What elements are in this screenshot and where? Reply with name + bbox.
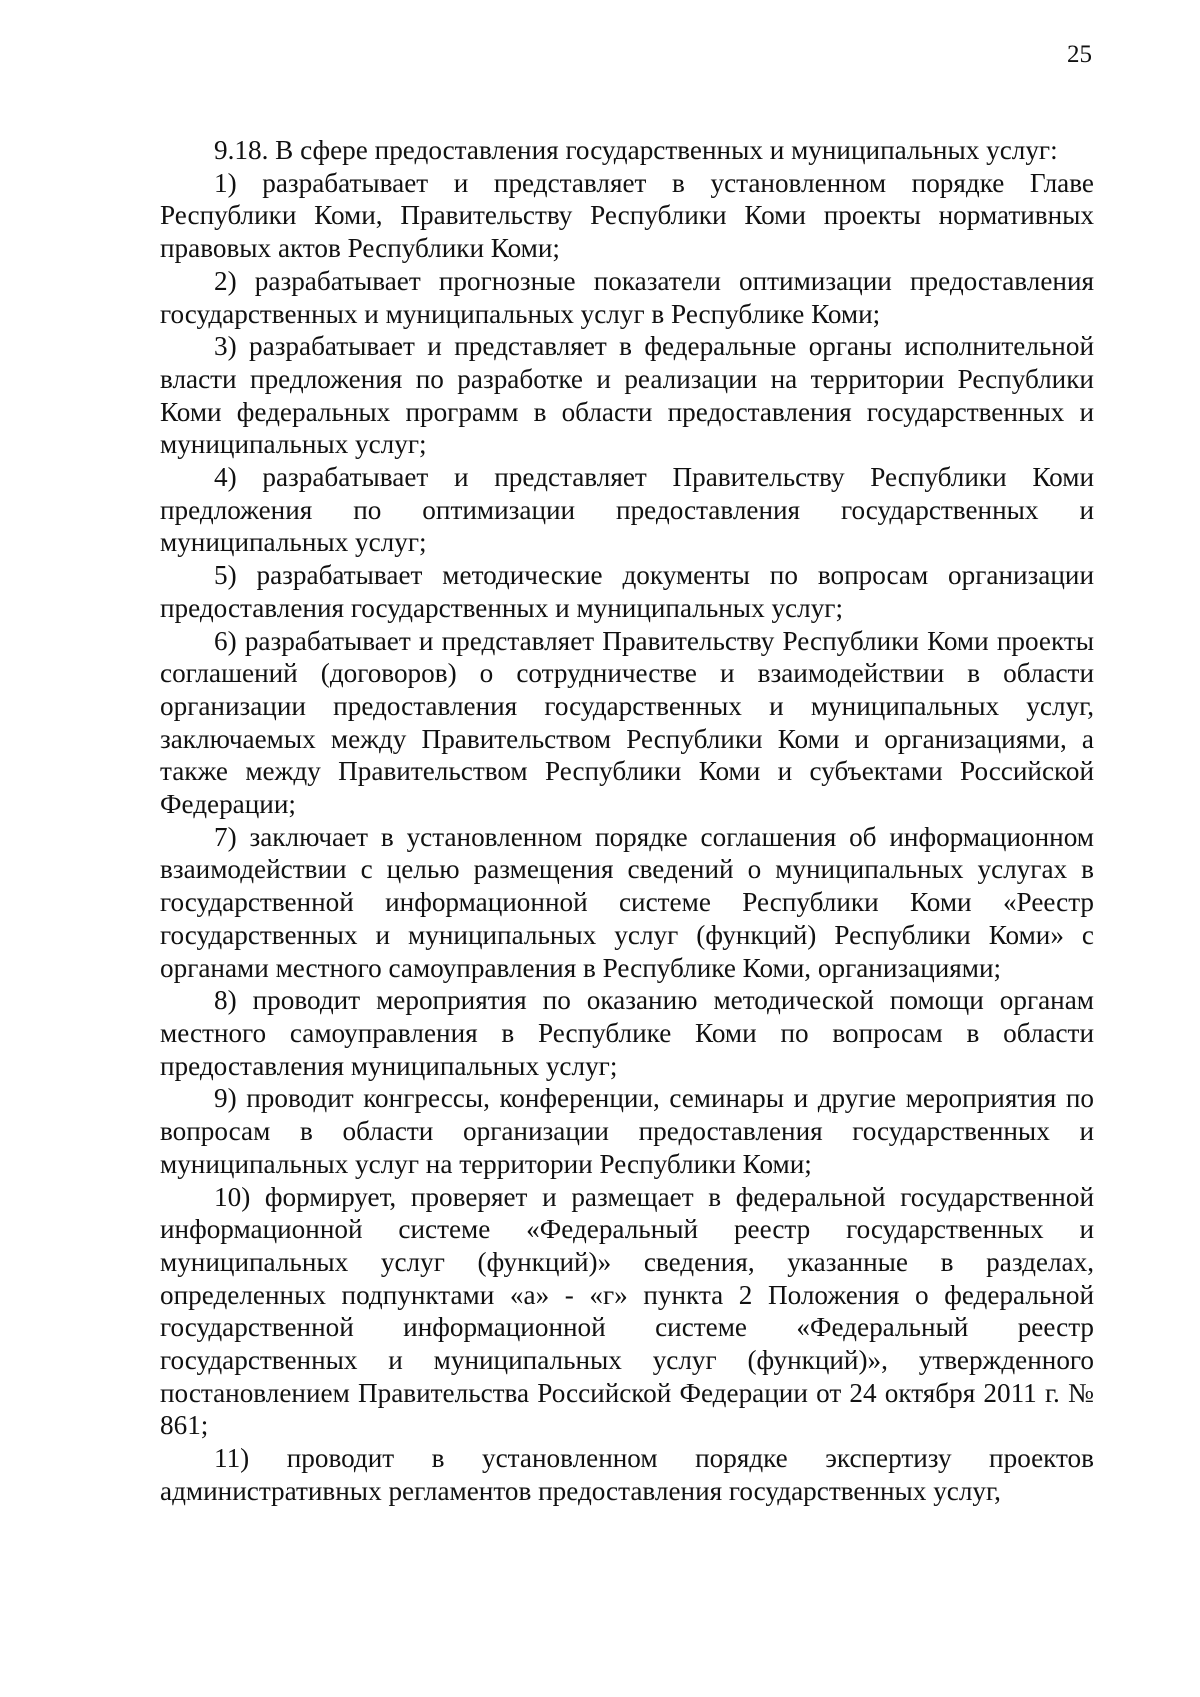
section-9-18-heading: 9.18. В сфере предоставления государственных и муниципальных услуг: <box>214 135 1058 165</box>
list-item-5: 5) разрабатывает методические документы по вопросам организации предоставления государственных и муниципальных услуг; <box>160 560 1094 623</box>
document-body <box>160 134 1094 1508</box>
list-item-9: 9) проводит конгрессы, конференции, семинары и другие мероприятия по вопросам в области организации предоставления государственных и муниципальных услуг на территории Республики Коми; <box>160 1083 1094 1179</box>
list-item-7: 7) заключает в установленном порядке соглашения об информационном взаимодействии с целью размещения сведений о муниципальных услугах в государственной информационной системе Республики Коми «Реестр государственных и муниципальных услуг (функций) Республики Коми» с органами местного самоуправления в Республике Коми, организациями; <box>160 821 1094 983</box>
list-item-4: 4) разрабатывает и представляет Правительству Республики Коми предложения по оптимизации предоставления государственных и муниципальных услуг; <box>160 462 1094 558</box>
list-item-8: 8) проводит мероприятия по оказанию методической помощи органам местного самоуправления в Республике Коми по вопросам в области предоставления муниципальных услуг; <box>160 985 1094 1081</box>
list-item-2: 2) разрабатывает прогнозные показатели оптимизации предоставления государственных и муниципальных услуг в Республике Коми; <box>160 265 1094 329</box>
list-item-10: 10) формирует, проверяет и размещает в федеральной государственной информационной системе «Федеральный реестр государственных и муниципальных услуг (функций)» сведения, указанные в разделах, определенных подпунктами «а» - «г» пункта 2 Положения о федеральной государственной информационной системе «Федеральный реестр государственных и муниципальных услуг (функций)», утвержденного постановлением Правительства Российской Федерации от 24 октября 2011 г. № 861; <box>160 1181 1094 1441</box>
list-item-6: 6) разрабатывает и представляет Правительству Республики Коми проекты соглашений (договоров) о сотрудничестве и взаимодействии в области организации предоставления государственных и муниципальных услуг, заключаемых между Правительством Республики Коми и организациями, а также между Правительством Республики Коми и субъектами Российской Федерации; <box>160 625 1094 820</box>
list-item-1: 1) разрабатывает и представляет в установленном порядке Главе Республики Коми, Правительству Республики Коми проекты нормативных правовых актов Республики Коми; <box>160 167 1094 264</box>
list-item-3: 3) разрабатывает и представляет в федеральные органы исполнительной власти предложения по разработке и реализации на территории Республики Коми федеральных программ в области предоставления государственных и муниципальных услуг; <box>160 331 1094 460</box>
list-item-11: 11) проводит в установленном порядке экспертизу проектов административных регламентов предоставления государственных услуг, <box>160 1443 1094 1506</box>
page-number: 25 <box>1067 41 1092 68</box>
